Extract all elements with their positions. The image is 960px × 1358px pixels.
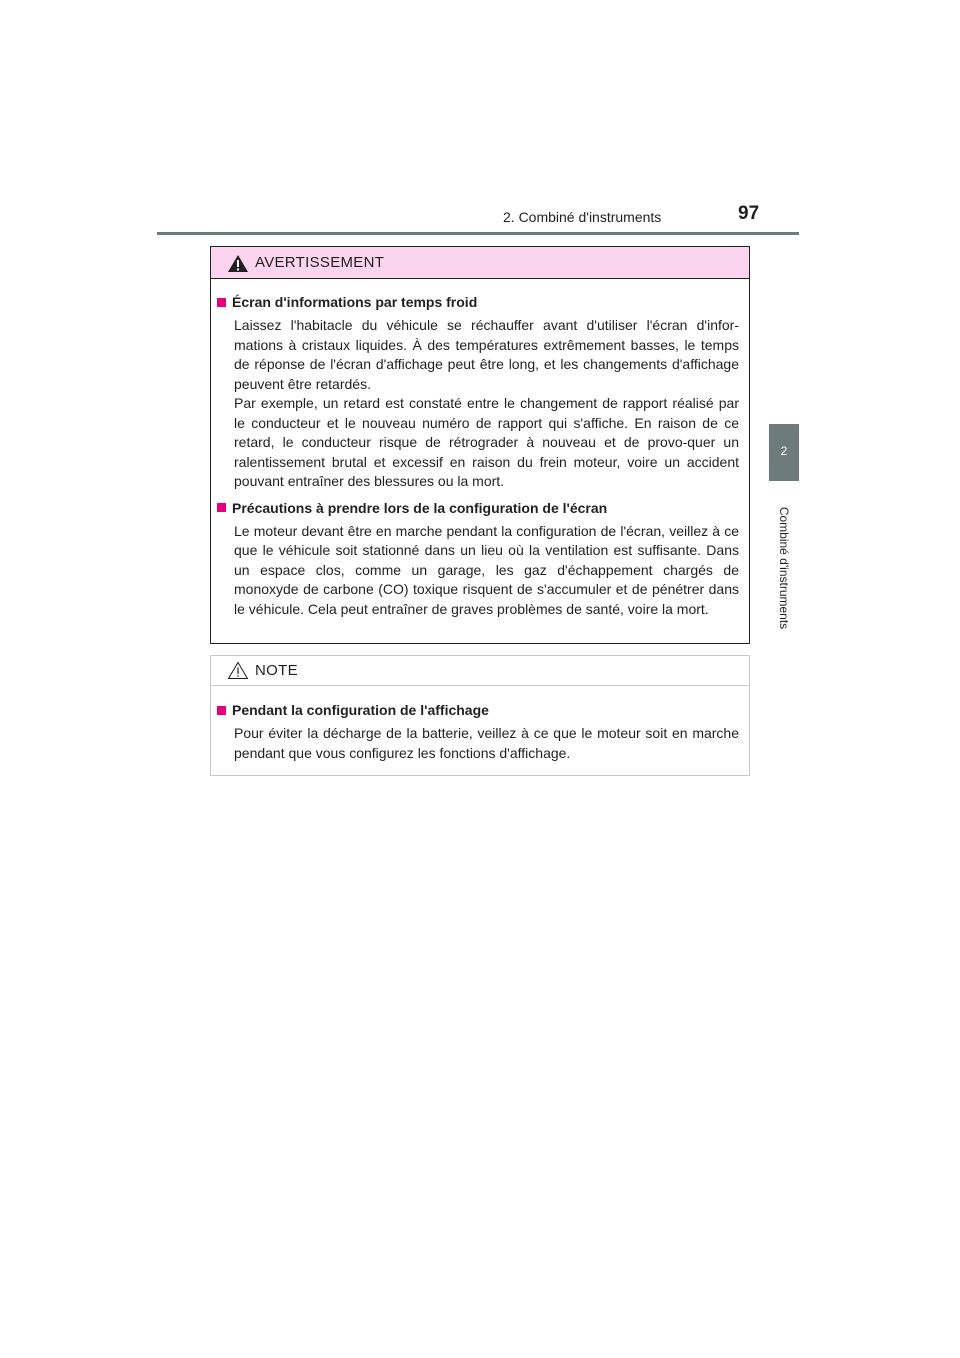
chapter-tab-number: 2: [780, 444, 788, 458]
paragraph-text: Le moteur devant être en marche pendant la configuration de l'écran, veillez à ce que le véhicule soit stationné dans un lieu où la ventilation est suffisante. Dans un espace clos, comme un garage, les gaz d'échappement chargés de monoxyde de carbone (CO) toxique risquent de s'accumuler et de pénétrer dans le véhicule. Cela peut entraîner de graves problèmes de santé, voire la mort.: [234, 522, 739, 617]
warning-triangle-icon: [227, 254, 249, 273]
paragraph-text: Laissez l'habitacle du véhicule se réchauffer avant d'utiliser l'écran d'infor-mations à cristaux liquides. À des températures extrêmement basses, le temps de réponse de l'écran d'affichage peut être long, et les changements d'affichage peuvent être retardés.: [234, 317, 739, 392]
note-heading: NOTE: [255, 662, 298, 679]
chapter-tab: [769, 424, 799, 481]
warning-box: [210, 246, 750, 644]
section-title-text: Précautions à prendre lors de la configuration de l'écran: [232, 499, 608, 516]
square-bullet-icon: [217, 706, 226, 715]
note-content: [211, 686, 749, 763]
paragraph: [234, 522, 739, 620]
section-title: [217, 293, 739, 311]
warning-header: [211, 247, 749, 279]
header-rule: [157, 232, 799, 235]
chapter-title: 2. Combiné d'instruments: [503, 209, 662, 225]
page-number: 97: [738, 203, 760, 224]
caution-triangle-outline-icon: [227, 661, 249, 680]
warning-content: [211, 279, 749, 619]
section-title: [217, 701, 739, 719]
section-title-text: Écran d'informations par temps froid: [232, 294, 478, 310]
chapter-tab-label: Combiné d'instruments: [777, 506, 791, 630]
paragraph-text: Par exemple, un retard est constaté entre le changement de rapport réalisé par le conducteur et le nouveau numéro de rapport qui s'affiche. En raison de ce retard, le conducteur risque de rétrograder à nouveau et de provo-quer un ralentissement brutal et excessif en raison du frein moteur, voire un accident pouvant entraîner des blessures ou la mort.: [234, 395, 739, 489]
warning-heading: AVERTISSEMENT: [255, 254, 385, 271]
section-title-text: Pendant la configuration de l'affichage: [232, 702, 489, 718]
note-box: [210, 655, 750, 776]
paragraph: [234, 724, 739, 763]
square-bullet-icon: [217, 298, 226, 307]
note-header: [211, 656, 749, 686]
square-bullet-icon: [217, 503, 226, 512]
paragraph: [234, 316, 739, 492]
paragraph-text: Pour éviter la décharge de la batterie, veillez à ce que le moteur soit en marche pendant que vous configurez les fonctions d'affichage.: [234, 725, 739, 761]
section-title: [217, 499, 739, 517]
